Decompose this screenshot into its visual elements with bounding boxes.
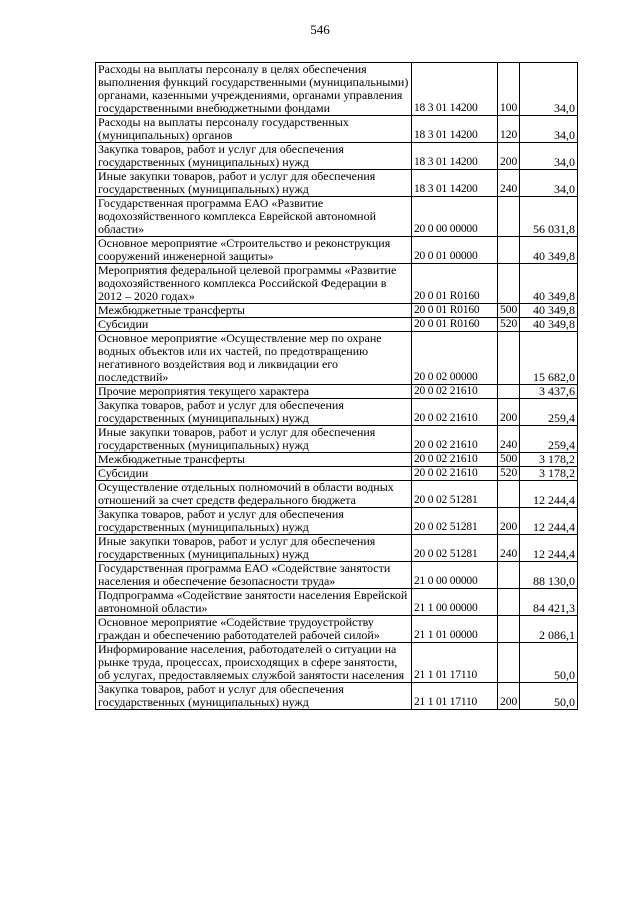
row-name: Подпрограмма «Содействие занятости населения Еврейской автономной области» — [96, 589, 412, 616]
row-expense-type: 500 — [498, 304, 520, 318]
row-name: Основное мероприятие «Содействие трудоустройству граждан и обеспечению работодателей рабочей силой» — [96, 616, 412, 643]
row-name: Иные закупки товаров, работ и услуг для обеспечения государственных (муниципальных) нужд — [96, 426, 412, 453]
row-amount: 259,4 — [520, 399, 578, 426]
row-name: Иные закупки товаров, работ и услуг для обеспечения государственных (муниципальных) нужд — [96, 170, 412, 197]
row-code: 20 0 02 51281 — [412, 508, 498, 535]
row-expense-type — [498, 264, 520, 304]
table-row — [96, 116, 578, 143]
row-code: 20 0 01 R0160 — [412, 264, 498, 304]
row-name: Межбюджетные трансферты — [96, 453, 412, 467]
row-code: 20 0 01 R0160 — [412, 304, 498, 318]
row-code: 20 0 02 21610 — [412, 399, 498, 426]
row-amount: 12 244,4 — [520, 508, 578, 535]
row-expense-type — [498, 332, 520, 385]
row-amount: 40 349,8 — [520, 318, 578, 332]
row-amount: 34,0 — [520, 143, 578, 170]
row-amount: 40 349,8 — [520, 304, 578, 318]
row-expense-type: 520 — [498, 467, 520, 481]
row-name: Мероприятия федеральной целевой программы «Развитие водохозяйственного комплекса Российской Федерации в 2012 – 2020 годах» — [96, 264, 412, 304]
table-row — [96, 332, 578, 385]
row-expense-type — [498, 589, 520, 616]
row-name: Осуществление отдельных полномочий в области водных отношений за счет средств федерального бюджета — [96, 481, 412, 508]
table-row — [96, 63, 578, 116]
row-expense-type: 240 — [498, 426, 520, 453]
row-expense-type: 200 — [498, 683, 520, 710]
row-expense-type — [498, 481, 520, 508]
row-expense-type: 200 — [498, 399, 520, 426]
row-amount: 34,0 — [520, 116, 578, 143]
row-expense-type: 100 — [498, 63, 520, 116]
row-amount: 3 178,2 — [520, 467, 578, 481]
row-name: Иные закупки товаров, работ и услуг для обеспечения государственных (муниципальных) нужд — [96, 535, 412, 562]
table-row — [96, 385, 578, 399]
budget-table — [95, 62, 578, 710]
row-name: Расходы на выплаты персоналу государственных (муниципальных) органов — [96, 116, 412, 143]
row-amount: 3 437,6 — [520, 385, 578, 399]
table-row — [96, 508, 578, 535]
row-amount: 84 421,3 — [520, 589, 578, 616]
row-amount: 15 682,0 — [520, 332, 578, 385]
row-amount: 3 178,2 — [520, 453, 578, 467]
row-name: Основное мероприятие «Строительство и реконструкция сооружений инженерной защиты» — [96, 237, 412, 264]
row-code: 21 1 01 17110 — [412, 643, 498, 683]
row-code: 20 0 02 21610 — [412, 453, 498, 467]
row-code: 20 0 02 51281 — [412, 481, 498, 508]
row-code: 20 0 00 00000 — [412, 197, 498, 237]
table-row — [96, 535, 578, 562]
row-code: 20 0 02 00000 — [412, 332, 498, 385]
row-name: Государственная программа ЕАО «Содействие занятости населения и обеспечение безопасности труда» — [96, 562, 412, 589]
row-name: Основное мероприятие «Осуществление мер по охране водных объектов или их частей, по предотвращению негативного воздействия вод и ликвидации его последствий» — [96, 332, 412, 385]
table-row — [96, 426, 578, 453]
row-expense-type — [498, 616, 520, 643]
row-expense-type — [498, 197, 520, 237]
row-amount: 40 349,8 — [520, 264, 578, 304]
row-name: Межбюджетные трансферты — [96, 304, 412, 318]
row-code: 21 1 01 00000 — [412, 616, 498, 643]
row-code: 18 3 01 14200 — [412, 63, 498, 116]
table-row — [96, 616, 578, 643]
row-expense-type: 200 — [498, 143, 520, 170]
table-row — [96, 399, 578, 426]
table-row — [96, 170, 578, 197]
row-expense-type — [498, 385, 520, 399]
budget-table-body — [96, 63, 578, 710]
table-row — [96, 304, 578, 318]
row-code: 21 1 01 17110 — [412, 683, 498, 710]
row-expense-type: 500 — [498, 453, 520, 467]
row-amount: 259,4 — [520, 426, 578, 453]
row-expense-type: 240 — [498, 535, 520, 562]
row-code: 18 3 01 14200 — [412, 143, 498, 170]
row-code: 20 0 02 51281 — [412, 535, 498, 562]
row-expense-type — [498, 237, 520, 264]
row-amount: 88 130,0 — [520, 562, 578, 589]
row-name: Расходы на выплаты персоналу в целях обеспечения выполнения функций государственными (муниципальными) органами, казенными учреждениями, органами управления государственными внебюджетными фондами — [96, 63, 412, 116]
row-amount: 2 086,1 — [520, 616, 578, 643]
row-amount: 50,0 — [520, 643, 578, 683]
row-code: 20 0 02 21610 — [412, 467, 498, 481]
row-amount: 12 244,4 — [520, 481, 578, 508]
row-code: 20 0 02 21610 — [412, 385, 498, 399]
row-expense-type: 120 — [498, 116, 520, 143]
row-code: 20 0 02 21610 — [412, 426, 498, 453]
row-name: Закупка товаров, работ и услуг для обеспечения государственных (муниципальных) нужд — [96, 508, 412, 535]
row-name: Закупка товаров, работ и услуг для обеспечения государственных (муниципальных) нужд — [96, 399, 412, 426]
row-amount: 34,0 — [520, 170, 578, 197]
row-name: Прочие мероприятия текущего характера — [96, 385, 412, 399]
row-code: 20 0 01 R0160 — [412, 318, 498, 332]
table-row — [96, 453, 578, 467]
table-row — [96, 143, 578, 170]
row-code: 21 0 00 00000 — [412, 562, 498, 589]
row-code: 18 3 01 14200 — [412, 170, 498, 197]
row-code: 18 3 01 14200 — [412, 116, 498, 143]
table-row — [96, 562, 578, 589]
page-number: 546 — [310, 22, 330, 37]
row-expense-type: 520 — [498, 318, 520, 332]
row-amount: 56 031,8 — [520, 197, 578, 237]
row-expense-type — [498, 562, 520, 589]
row-code: 21 1 00 00000 — [412, 589, 498, 616]
row-name: Закупка товаров, работ и услуг для обеспечения государственных (муниципальных) нужд — [96, 683, 412, 710]
row-expense-type: 200 — [498, 508, 520, 535]
row-name: Закупка товаров, работ и услуг для обеспечения государственных (муниципальных) нужд — [96, 143, 412, 170]
row-amount: 50,0 — [520, 683, 578, 710]
table-row — [96, 481, 578, 508]
row-name: Субсидии — [96, 467, 412, 481]
table-row — [96, 683, 578, 710]
row-name: Информирование населения, работодателей о ситуации на рынке труда, процессах, происходящих в сфере занятости, об услугах, предоставляемых службой занятости населения — [96, 643, 412, 683]
row-expense-type — [498, 643, 520, 683]
row-amount: 40 349,8 — [520, 237, 578, 264]
row-name: Субсидии — [96, 318, 412, 332]
table-row — [96, 237, 578, 264]
table-row — [96, 197, 578, 237]
row-code: 20 0 01 00000 — [412, 237, 498, 264]
row-amount: 34,0 — [520, 63, 578, 116]
table-row — [96, 264, 578, 304]
table-row — [96, 318, 578, 332]
row-name: Государственная программа ЕАО «Развитие водохозяйственного комплекса Еврейской автономной области» — [96, 197, 412, 237]
table-row — [96, 643, 578, 683]
table-row — [96, 589, 578, 616]
row-amount: 12 244,4 — [520, 535, 578, 562]
row-expense-type: 240 — [498, 170, 520, 197]
table-row — [96, 467, 578, 481]
